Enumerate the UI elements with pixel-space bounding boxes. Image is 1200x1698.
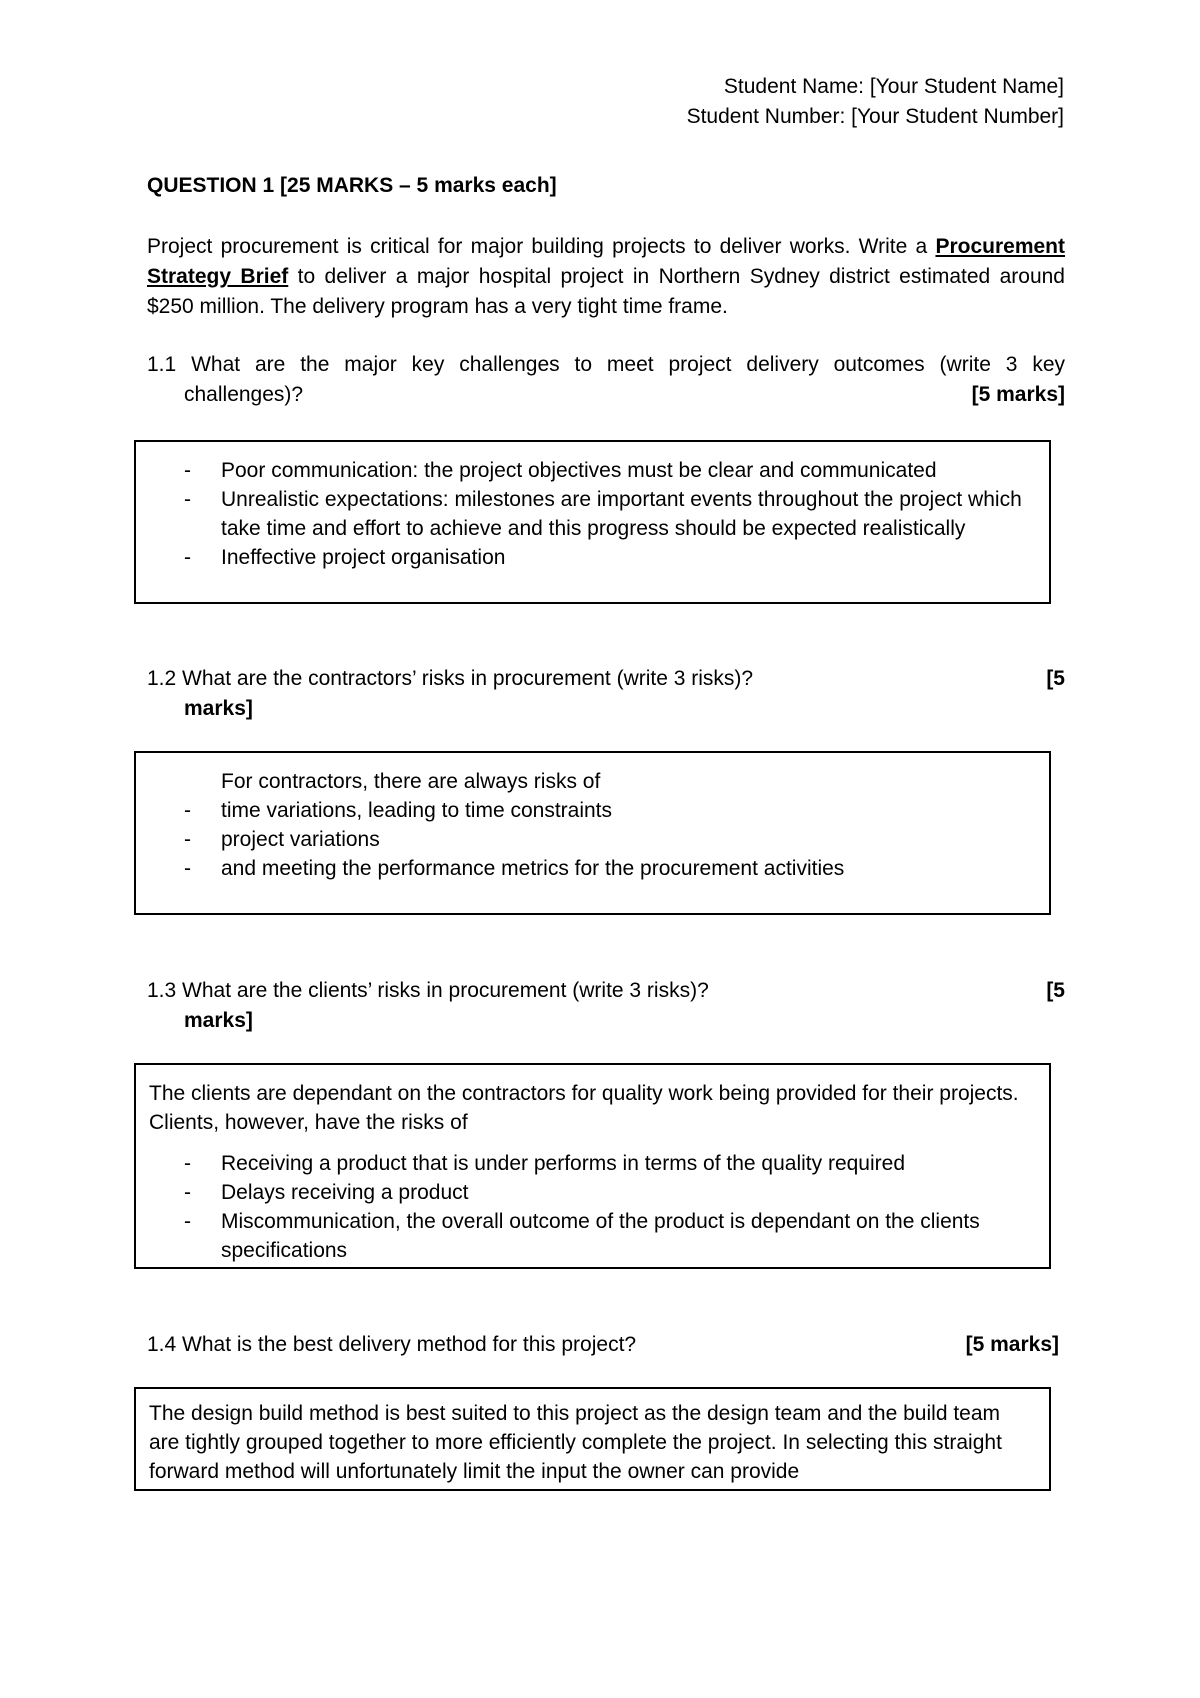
marks-label: [5 marks] (971, 383, 1065, 406)
answer-list-1-1 (136, 456, 1049, 572)
subquestion-1-1 (147, 350, 1065, 410)
question-title: QUESTION 1 [25 MARKS – 5 marks each] (147, 174, 557, 197)
marks-label: [5 marks] (965, 1333, 1059, 1356)
list-item-text: time variations, leading to time constraints (221, 799, 613, 822)
marks-label-cont: marks] (184, 1009, 253, 1032)
answer-box-1-1 (134, 440, 1051, 604)
subquestion-1-2-line1 (147, 664, 1065, 694)
list-item-text: project variations (221, 828, 380, 851)
list-item-text: and meeting the performance metrics for the procurement activities (221, 857, 845, 880)
subquestion-number: 1.2 (147, 667, 177, 690)
intro-text-start: Project procurement is critical for major building projects to deliver works. Write a (147, 235, 936, 258)
list-item (136, 825, 1049, 854)
subquestion-1-3 (147, 976, 1065, 1036)
subquestion-number: 1.4 (147, 1333, 177, 1356)
list-item (136, 854, 1049, 883)
bullet-dash: - (184, 1181, 191, 1204)
subquestion-number: 1.1 (147, 353, 177, 376)
answer-paragraph: The design build method is best suited to this project as the design team and the build team are tightly grouped together to more efficiently complete the project. In selecting this straight forward method will unfortunately limit the input the owner can provide (149, 1402, 1002, 1483)
bullet-dash: - (184, 488, 191, 511)
answer-lead: For contractors, there are always risks of (221, 770, 601, 793)
marks-label: [5 (1046, 667, 1065, 690)
bullet-dash: - (184, 1152, 191, 1175)
list-item (136, 485, 1049, 543)
subquestion-1-3-line1 (147, 976, 1065, 1006)
subquestion-1-4 (147, 1330, 1059, 1360)
list-item-text: Unrealistic expectations: milestones are important events throughout the project which take time and effort to achieve and this progress should be expected realistically (221, 488, 1022, 540)
intro-text-end: to deliver a major hospital project in Northern Sydney district estimated around $250 million. The delivery program has a very tight time frame. (147, 265, 1065, 318)
bullet-dash: - (184, 828, 191, 851)
intro-emphasis: Procurement Strategy Brief (147, 235, 1065, 288)
bullet-dash: - (184, 799, 191, 822)
marks-label: [5 (1046, 979, 1065, 1002)
list-item-text: Ineffective project organisation (221, 546, 506, 569)
subquestion-text: What are the major key challenges to meet project delivery outcomes (write 3 key (191, 353, 1066, 376)
list-item (136, 796, 1049, 825)
subquestion-1-1-line2 (147, 380, 1065, 410)
list-item-text: Delays receiving a product (221, 1181, 469, 1204)
list-item (136, 456, 1049, 485)
list-item-text: Receiving a product that is under performs in terms of the quality required (221, 1152, 906, 1175)
list-item (136, 1178, 1049, 1207)
bullet-dash: - (184, 546, 191, 569)
subquestion-1-1-line1 (147, 350, 1065, 380)
list-item (136, 1207, 1049, 1265)
list-item-text: Poor communication: the project objectives must be clear and communicated (221, 459, 937, 482)
list-item-text: Miscommunication, the overall outcome of the product is dependant on the clients specifications (221, 1210, 980, 1262)
subquestion-text: What are the contractors’ risks in procurement (write 3 risks)? (182, 667, 754, 690)
answer-box-1-3 (134, 1063, 1051, 1269)
student-name: Student Name: [Your Student Name] (723, 75, 1064, 98)
subquestion-text-cont: challenges)? (184, 383, 304, 406)
marks-label-cont: marks] (184, 697, 253, 720)
subquestion-text: What are the clients’ risks in procurement (write 3 risks)? (182, 979, 709, 1002)
student-header (687, 72, 1064, 132)
answer-list-1-3 (136, 1149, 1049, 1265)
answer-paragraph: The clients are dependant on the contractors for quality work being provided for their projects. Clients, however, have the risks of (149, 1082, 1019, 1134)
bullet-dash: - (184, 1210, 191, 1233)
subquestion-1-4-line1 (147, 1330, 1059, 1360)
answer-box-1-2 (134, 751, 1051, 915)
answer-list-1-2 (136, 796, 1049, 883)
subquestion-number: 1.3 (147, 979, 177, 1002)
answer-box-1-4 (134, 1387, 1051, 1491)
list-item (136, 543, 1049, 572)
subquestion-text: What is the best delivery method for this project? (182, 1333, 637, 1356)
student-number: Student Number: [Your Student Number] (686, 105, 1064, 128)
subquestion-1-2 (147, 664, 1065, 724)
bullet-dash: - (184, 857, 191, 880)
bullet-dash: - (184, 459, 191, 482)
question-intro (147, 232, 1065, 322)
list-item (136, 1149, 1049, 1178)
